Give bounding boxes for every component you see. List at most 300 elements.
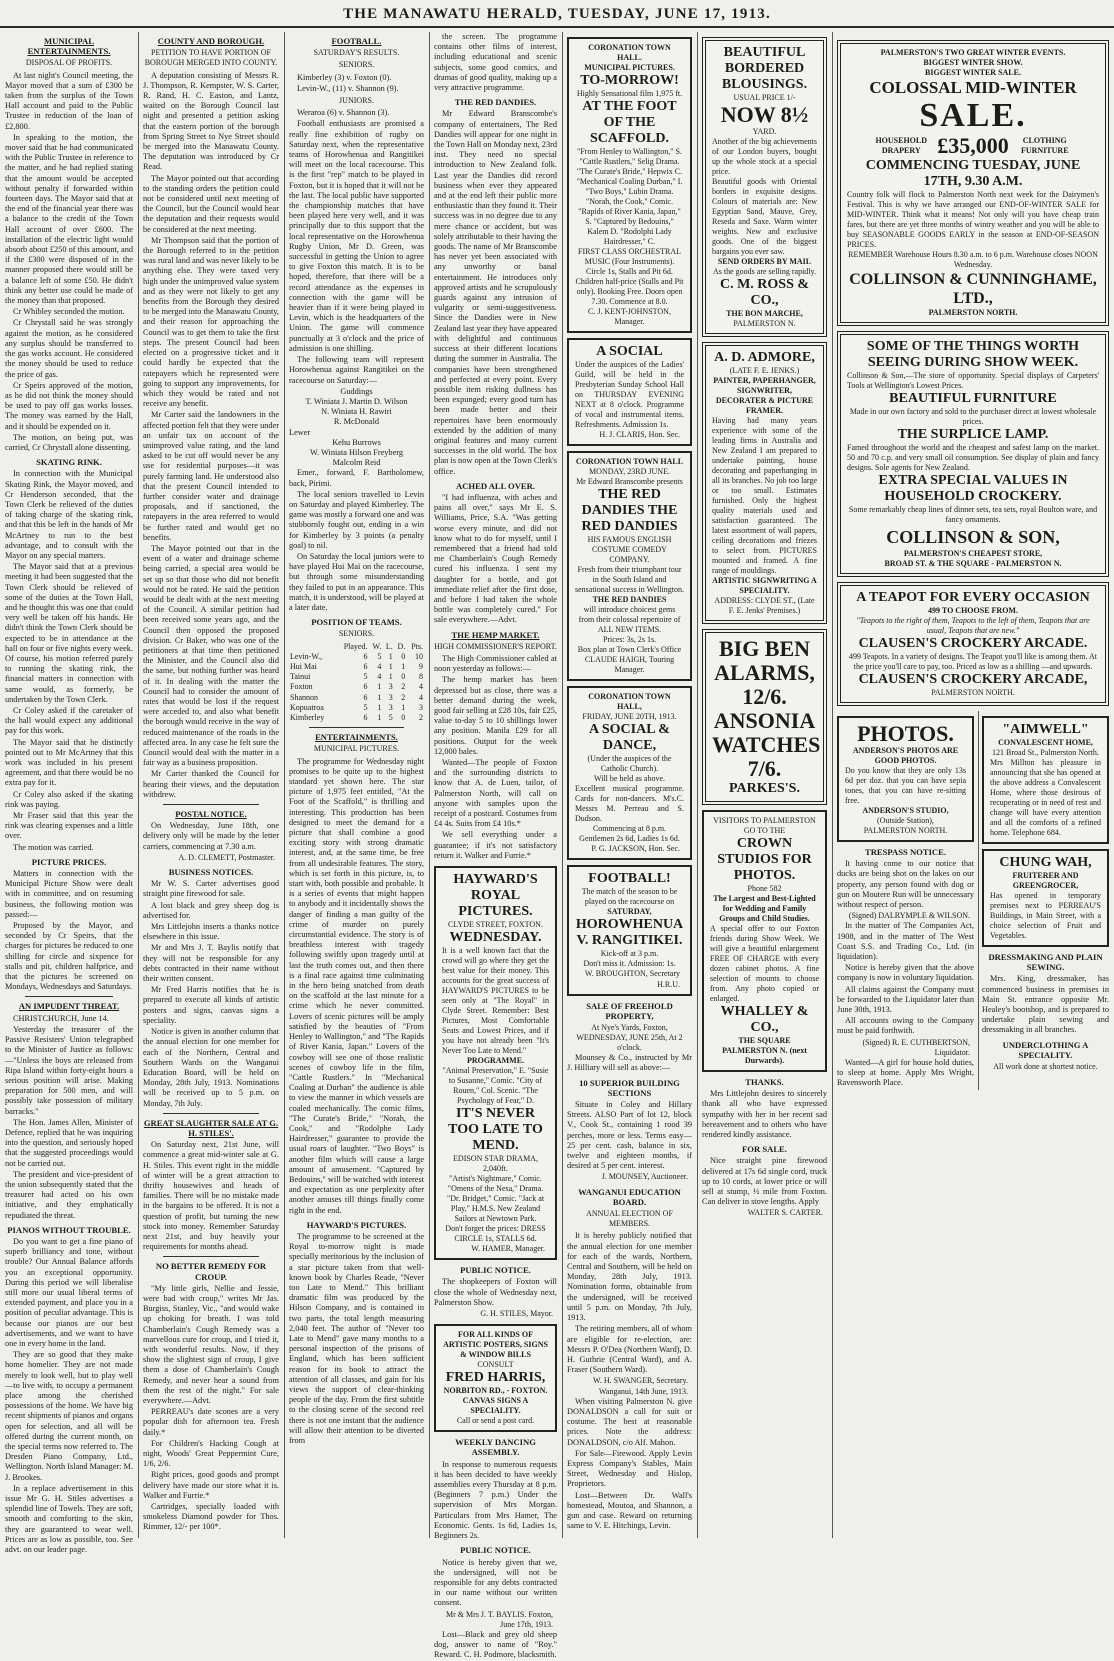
ad-line: FOR ALL KINDS OF ARTISTIC POSTERS, SIGNS & WINDOW BILLS <box>443 1330 548 1360</box>
ad-line: REMEMBER Warehouse Hours 8.30 a.m. to 6 p.m. Warehouse closes NOON Wednesday. <box>848 250 1098 269</box>
signature: Mr & Mrs J. T. BAYLIS. Foxton, June 17th, 1913. <box>446 1609 553 1629</box>
team-line: Lewer <box>289 427 311 437</box>
ad-line: Fresh from their triumphant tour in the South Island and sensational success in Wellington. <box>575 565 684 595</box>
divider <box>163 1256 259 1257</box>
column-rule <box>429 32 430 1538</box>
ad-line: FIRST CLASS ORCHESTRAL MUSIC (Four Instruments). <box>578 247 681 266</box>
table-cell: Kopuatroa <box>290 702 324 712</box>
ad-body: Mrs Millton has pleasure in announcing that she has opened at the above address a Convalescent Home, where those desirous of recuperating or in need of rest and change will have every attention and all the comforts of a refined home. Telephone 684. <box>990 758 1101 837</box>
signature: P. G. JACKSON, Hon. Sec. <box>591 844 680 854</box>
paragraph: When visiting Palmerston N. give DONALDSON a call for suit or costume. The best at reasonable prices. Note the address: DONALDSON, c/o Alf. Mahon. <box>567 1396 692 1447</box>
heading: GREAT SLAUGHTER SALE AT G. H. STILES'. <box>143 1117 279 1138</box>
paragraph: Do you want to get a fine piano of superb brilliancy and tone, without trouble? Our Annual Balance affords you an exceptional opportunity. During this period we will liberalise still more our usual liberal terms of extended payment, and place you in a position of peculiar advantage. This is because our pianos are our best advertisements, and we want to have one in every home in the land. <box>5 1236 133 1348</box>
ad-title: COLOSSAL MID-WINTER <box>869 78 1077 97</box>
result: Weraroa (6) v. Shannon (3). <box>297 108 390 118</box>
ad-prices: Circle 1s, Stalls and Pit 6d. Children half-price (Stalls and Pit only). Booking Free. Doors open 7.30. Commence at 8.0. <box>575 267 684 306</box>
table-row <box>289 703 424 713</box>
paragraph: the screen. The programme contains other films of interest, including educational and scenic subjects, some good comics, and dramas of good quality, making up a very attractive programme. <box>434 32 557 93</box>
ad-phone: Phone 582 <box>747 884 782 893</box>
ad-name: C. M. ROSS & CO., <box>719 277 810 308</box>
column-rule <box>832 32 833 1538</box>
ad-programme: "Animal Preservation," E. "Susie to Susanne," Comic. "City of Rouen," Col. Scenic. "The Psychology of Fear," D. <box>442 1066 549 1106</box>
column-6 <box>699 32 830 1538</box>
table-cell: 1 <box>401 702 406 712</box>
ad-body: It is a well known fact that the crowd will go where they get the best value for their money. This accounts for the great success of HAYWARD'S PICTURES to be seen only at "The Royal" in Clyde Street. Remember: Best Pictures, Most Comfortable Seats and Lowest Prices, and if you have not already been "It's Never Too Late to Mend." <box>442 946 549 1056</box>
ad-line: BIGGEST WINTER SHOW. <box>923 58 1023 67</box>
ad-name: CHUNG WAH, <box>999 855 1092 870</box>
signature: W. H. SWANGER, Secretary. Wanganui, 14th June, 1913. <box>593 1376 688 1396</box>
table-cell: 1 <box>388 672 393 682</box>
ad-title: PHOTOS. <box>857 721 954 746</box>
ad-line: PALMERSTON'S CHEAPEST STORE, <box>903 549 1043 558</box>
table-header: Pts. <box>411 641 423 651</box>
ad-verse: "Teapots to the right of them, Teapots to the left of them, Teapots that are usual, Teapots that are new." <box>856 616 1090 635</box>
subheading: ANNUAL ELECTION OF MEMBERS. <box>586 1209 673 1229</box>
paragraph: Mounsey & Co., instructed by Mr J. Hilliary will sell as above:— <box>567 1053 692 1073</box>
table-cell: 2 <box>419 713 423 722</box>
ad-name: WHALLEY & CO., <box>720 1004 809 1035</box>
paragraph: Mr W. S. Carter advertises good straight pine firewood for sale. <box>143 879 279 899</box>
standings-table <box>289 642 424 724</box>
bottom-right <box>978 711 1109 1090</box>
table-cell: 0 <box>401 713 406 722</box>
ad-star-sub: EDISON STAR DRAMA, 2,040ft. <box>453 1154 538 1174</box>
heading: PICTURE PRICES. <box>31 856 107 867</box>
paragraph: The shopkeepers of Foxton will close the whole of Wednesday next, Palmerston Show. <box>434 1277 557 1307</box>
social-ad <box>567 338 692 446</box>
ad-title: MUNICIPAL PICTURES. <box>584 63 675 72</box>
table-cell: 3 <box>388 692 393 702</box>
table-cell: 6 <box>363 651 368 661</box>
ad-name: A. D. ADMORE, <box>714 350 815 365</box>
ad-title: A SOCIAL & DANCE, <box>589 722 670 754</box>
heading: FOR SALE. <box>742 1144 787 1155</box>
ad-line: ANSONIA WATCHES 7/6. <box>712 708 821 781</box>
ad-line: (LATE F. E. JENKS.) <box>729 366 800 375</box>
team-line: Guddings <box>340 386 373 396</box>
paragraph: "My little girls, Nellie and Jessie, were bad with croup," writes Mr Jas. Burgiss, Stanley, Vic., "and would wake up choking for breath. I was told Chamberlain's Cough Remedy was a marvellous cure for croup, and I tried it, with wonderful results. Now, if they show the slightest sign of croup, I give them a dose of Chamberlain's Cough Remedy, and never hear a sound from them the rest of the night." For sale everywhere.—Advt. <box>143 1283 279 1405</box>
label: SENIORS. <box>338 629 375 639</box>
table-cell: 9 <box>419 661 423 671</box>
ad-body: Under the auspices of the Ladies' Guild, will be held in the Presbyterian Sunday School Hall on THURSDAY EVENING NEXT at 8 o'clock. Programme of vocal and instrumental items. Refreshments. Admission 1s. <box>575 360 684 429</box>
ad-address: 121 Broad St., Palmerston North. <box>992 748 1099 757</box>
ad-body: Some remarkably cheap lines of dinner sets, tea sets, royal Boulton ware, and fancy ornaments. <box>848 505 1098 524</box>
paragraph: Mr Carter said the landowners in the affected portion felt that they were under an unfair tax on account of the unimproved value rating, and the land asked to be cut off would never be any use for residential purposes—it was purely farming land. He understood also that the present Council intended to further consider water and drainage proposals, and if sanctioned, the ratepayers in the area referred to would be further rated and would get no benefits. <box>143 410 279 542</box>
paragraph: Notice is hereby given that the above company is now in voluntary liquidation. <box>837 963 974 983</box>
paragraph: They are so good that they make home homelier. They are not made merely to look well, but to play well—to live with, to occupy a permanent place among the cherished possessions of the home. We have big recent shipments of pianos and organs open for selection, and all will be offered during the current month, on the special terms now referred to. The Dresden Piano Company, Ltd., Wellington. North Island Manager: M. J. Brookes. <box>5 1350 133 1482</box>
ad-venue: CORONATION TOWN HALL <box>575 457 684 467</box>
signature: (Signed) R. E. CUTHBERTSON, Liquidator. <box>862 1037 970 1057</box>
ad-line: (Under the auspices of the Catholic Church). <box>587 754 672 774</box>
table-cell: Kimberley <box>290 713 325 722</box>
ad-name: COLLINSON & CUNNINGHAME, LTD., <box>849 271 1097 307</box>
ad-body: Has opened in temporary premises next to PERREAU'S Buildings, in Main Street, with a choice selection of Fruit and Vegetables. <box>990 891 1101 940</box>
paragraph: On Saturday next, 21st June, will commence a great mid-winter sale at G. H. Stiles. This event right in the middle of winter will be a great attraction to thrifty housewives and heads of families. There will be no mistake made in the bargains to be offered. It is not a question of profit, but turning the new stock into money. Remember Saturday next 21st, and buy heavily your requirements for months ahead. <box>143 1140 279 1252</box>
paragraph: Wanted—The people of Foxton and the surrounding districts to know that A. de Luen, tailor, of Palmerston North, will call on anyone with samples upon the receipt of a postcard. Costumes from £4 4s. Suits from £4 10s.* <box>434 758 557 829</box>
paragraph: The retiring members, all of whom are eligible for re-election, are: Messrs P. O'Dea (Northern Ward), D. H. Guthrie (Central Ward), and A. Fraser (Southern Ward). <box>567 1324 692 1375</box>
team-line: Kehu Burrows <box>332 437 381 447</box>
heading: PIANOS WITHOUT TROUBLE. <box>7 1224 131 1235</box>
ad-prices: Don't miss it. Admission: 1s. <box>583 959 676 969</box>
table-row <box>289 682 424 692</box>
table-cell: 0 <box>401 651 406 661</box>
crown-studios-ad <box>702 810 827 1072</box>
paragraph: The Hon. James Allen, Minister of Defence, replied that he was inquiring into the question, and seriously hoped that the suggested proceedings would not be carried out. <box>5 1117 133 1168</box>
column-rule <box>284 32 285 1538</box>
table-cell: Tainui <box>290 672 311 682</box>
heading: PUBLIC NOTICE. <box>460 1545 531 1556</box>
paragraph: The motion, on being put, was carried, Cr Chrystall alone dissenting. <box>5 432 133 452</box>
label: SENIORS. <box>338 60 375 70</box>
ad-line: The match of the season to be played on the racecourse on <box>581 887 678 907</box>
ad-body: Having had many years experience with some of the leading firms in Australia and New Zealand I am prepared to undertake painting, house decorating and paperhanging in all its branches. No job too large or too small. Estimates furnished. Only the highest quality materials used and satisfaction guaranteed. The latest assortment of wall papers, ceiling decorations and friezes to select from. PICTURES mounted and framed. A fine range of mouldings. <box>712 416 817 575</box>
table-cell: Shannon <box>290 692 318 702</box>
social-dance-ad <box>567 686 692 860</box>
table-cell: 1 <box>377 713 382 722</box>
paragraph: At last night's Council meeting, the Mayor moved that a sum of £300 be taken from the surplus of the Town Hall account and paid to the Public Trustee in reduction of the loan of £2,800. <box>5 70 133 131</box>
ad-title: FOOTBALL! <box>588 871 671 887</box>
ad-prices: Prices: 3s, 2s 1s. <box>602 635 657 645</box>
ad-address: PALMERSTON NORTH. <box>928 308 1018 317</box>
collinson-son-ad <box>837 331 1109 577</box>
paragraph: Right prices, good goods and prompt delivery have made our store what it is. Walker and Furrie.* <box>143 1470 279 1500</box>
signature: A. D. CLEMETT, Postmaster. <box>178 852 275 862</box>
ad-title: A TEAPOT FOR EVERY OCCASION <box>856 590 1090 605</box>
paragraph: Notice is given in another column that the annual election for one member for each of the Northern, Central and Southern Wards on the Wanganui Education Board, will be held on Monday, 28th July, 1913. Nominations will be received up to 5 p.m. on Monday, 7th July. <box>143 1027 279 1108</box>
admore-ad <box>702 342 827 624</box>
table-cell: Foxton <box>290 682 313 692</box>
team-line: R. McDonald <box>333 417 380 427</box>
heading: THANKS. <box>745 1077 784 1087</box>
aimwell-ad <box>982 716 1109 844</box>
table-cell: 1 <box>388 661 393 671</box>
signature: H. J. CLARIS, Hon. Sec. <box>599 430 680 439</box>
ad-line: FRUITERER AND GREENGROCER, <box>1012 871 1079 890</box>
table-cell: 5 <box>377 651 382 661</box>
paragraph: It is hereby publicly notified that the annual election for one member for each of the wards, Northern, Central and Southern, will be held on Monday, 28th July, 1913. Nomination forms, obtainable from the undersigned, will be received until 5 p.m. on Monday, 7th July, 1913. <box>567 1231 692 1323</box>
ad-line: BIG BEN ALARMS, 12/6. <box>714 636 815 709</box>
heading: MUNICIPAL ENTERTAINMENTS. <box>27 36 111 57</box>
paragraph: PERREAU's date scones are a very popular dish for afternoon tea. Fresh daily.* <box>143 1407 279 1437</box>
table-header: L. <box>385 641 393 651</box>
team-line: W. Winiata Hilson Freyberg <box>309 447 404 457</box>
dateline: CHRISTCHURCH, June 14. <box>13 1013 109 1023</box>
subheading: HIGH COMMISSIONER'S REPORT. <box>434 641 557 651</box>
ad-line: Will be held as above. <box>594 774 665 784</box>
ad-name: FRED HARRIS, <box>445 1370 546 1386</box>
paragraph: Mr Fred Harris notifies that he is prepared to execute all kinds of artistic posters and signs, canvas signs a speciality. <box>143 985 279 1025</box>
paragraph: Cr Coley also asked if the skating rink was paying. <box>5 789 133 809</box>
ad-title: THE RED DANDIES THE RED DANDIES <box>581 487 678 535</box>
table-cell: 0 <box>401 672 406 682</box>
ad-body: 499 Teapots. In a variety of designs. The Teapot you'll like is among them. At the price you'll care to pay, too. Priced as low as a shilling —and upwards. <box>848 652 1098 671</box>
heading: BUSINESS NOTICES. <box>168 867 254 878</box>
heading: PUBLIC NOTICE. <box>460 1265 531 1276</box>
table-header: W. <box>372 641 382 651</box>
chung-wah-ad <box>982 849 1109 947</box>
column-rule <box>138 32 139 1538</box>
paragraph: In response to numerous requests it has been decided to have weekly assemblies every Thursday at 8 p.m. (Beginners 7 p.m.) Under the supervision of Mrs Morgan. Particulars from Mrs Hamer, The Economic. Gents. 1s 6d, Ladies 1s, Beginners 2s. <box>434 1459 557 1541</box>
paragraph: Mrs Littlejohn inserts a thanks notice elsewhere in this issue. <box>143 922 279 942</box>
column-5 <box>564 32 695 1538</box>
heading: TRESPASS NOTICE. <box>864 847 947 857</box>
ad-body: Made in our own factory and sold to the purchaser direct at lowest wholesale prices. <box>849 407 1097 426</box>
ad-name: CLAUSEN'S CROCKERY ARCADE. <box>858 636 1088 651</box>
paragraph: Nice straight pine firewood delivered at 17s 6d single cord, truck up to 10 cords, at lower price or will sell at stump, ½ mile from Foxton. Can deliver in stove lengths. Apply <box>702 1156 827 1207</box>
ad-line: (Outside Station), <box>877 816 934 825</box>
heading: 10 SUPERIOR BUILDING SECTIONS <box>579 1077 680 1098</box>
red-dandies-ad <box>567 451 692 681</box>
paragraph: Lost—Between Dr. Wall's homestead, Moutoa, and Shannon, a gun and case. Reward on returning same to V. E. Hitchings, Levin. <box>567 1490 692 1531</box>
subheading: PETITION TO HAVE PORTION OF BOROUGH MERGED INTO COUNTY. <box>144 48 278 68</box>
table-header <box>289 642 335 652</box>
paragraph: Wanted—A girl for house hold duties, to sleep at home. Apply Mrs Wright, Ravensworth Place. <box>837 1058 974 1088</box>
ad-amount-row <box>847 134 1099 158</box>
ad-title: "AIMWELL" <box>1002 722 1089 737</box>
ad-title: BEAUTIFUL FURNITURE <box>889 391 1057 406</box>
paragraph: The Mayor said that at a previous meeting it had been suggested that the Town Clerk should be relieved of some of the duties at the Town Hall, and he thought this was one that could very well be taken off his hands. He didn't think the Town Clerk should be expected to be in attendance at the hall on four or five nights every week. Of course, his motion referred purely to running the skating rink, the financial matters in connection with same would, as formerly, be undertaken by the Town Clerk. <box>5 562 133 704</box>
ad-line: As the goods are selling rapidly. <box>712 267 816 276</box>
paragraph: The president and vice-president of the union subsequently stated that the treasurer had acted on his own initiative, and they emphatically repudiated the threat. <box>5 1169 133 1220</box>
result: Kimberley (3) v. Foxton (0). <box>297 72 392 82</box>
ad-name: CLAUSEN'S CROCKERY ARCADE, <box>858 672 1088 687</box>
subheading: DISPOSAL OF PROFITS. <box>25 58 113 68</box>
heading: WANGANUI EDUCATION BOARD. <box>578 1186 681 1207</box>
result: Levin-W., (11) v. Shannon (9). <box>297 83 399 93</box>
ad-title: BEAUTIFUL BORDERED BLOUSINGS. <box>721 45 808 92</box>
ad-programme-label: PROGRAMME. <box>466 1056 525 1066</box>
ad-star-title: AT THE FOOT OF THE SCAFFOLD. <box>582 99 677 146</box>
signature: C. J. KENT-JOHNSTON, Manager. <box>588 307 671 326</box>
divider <box>163 804 259 805</box>
heading: FOOTBALL. <box>331 36 382 46</box>
ad-title: A SOCIAL <box>596 344 663 359</box>
ad-title: THE SURPLICE LAMP. <box>897 427 1049 442</box>
signature: (Signed) DALRYMPLE & WILSON. <box>848 911 970 921</box>
ad-address: ADDRESS: CLYDE ST., (Late F. E. Jenks' Premises.) <box>714 596 815 615</box>
table-cell: 6 <box>363 713 368 722</box>
ad-line: Call or send a post card. <box>456 1416 535 1426</box>
ad-line: Box plan at Town Clerk's Office <box>577 645 682 655</box>
table-cell: 4 <box>419 682 423 692</box>
ad-address: CLYDE STREET, FOXTON. <box>448 920 543 930</box>
paragraph: Matters in connection with the Municipal Picture Show were dealt with in committee, and on resuming business, the following motion was passed:— <box>5 869 133 919</box>
ad-venue: CORONATION TOWN HALL. <box>588 43 671 62</box>
paragraph: Mr Fraser said that this year the rink was clearing expenses and a little over. <box>5 811 133 841</box>
paragraph: Cr Coley asked if the caretaker of the hall would expect any additional pay for this work. <box>5 706 133 736</box>
table-cell: 4 <box>377 672 382 682</box>
ad-line: YARD. <box>752 127 777 136</box>
ad-day: WEDNESDAY. <box>449 930 542 946</box>
ad-line: SEND ORDERS BY MAIL <box>717 257 812 266</box>
ad-line: HOUSEHOLD DRAPERY <box>875 136 928 155</box>
ad-address: BROAD ST. & THE SQUARE - PALMERSTON N. <box>884 559 1062 568</box>
divider <box>163 1113 259 1114</box>
ad-line: PAINTER, PAPERHANGER, SIGNWRITER, DECORATER & PICTURE FRAMER. <box>713 376 816 415</box>
ad-address: PALMERSTON NORTH. <box>863 826 948 835</box>
table-cell: 10 <box>415 651 423 661</box>
table-header-row <box>289 642 424 652</box>
ad-body: Country folk will flock to Palmerston North next week for the Dairymen's Festival. This is why we have arranged our END-OF-WINTER SALE for MID-WINTER. Think what it means! Not only will you have cheap train fares, but there are yet three months of wintry weather and you will be able to buy SEASONABLE GOODS EARLY in the season at END-OF-SEASON PRICES. <box>847 190 1099 249</box>
column-2 <box>140 32 282 1538</box>
bottom-left <box>837 711 974 1090</box>
paragraph: Cr Whibley seconded the motion. <box>13 307 125 317</box>
label: JUNIORS. <box>339 96 374 106</box>
heading: THE HEMP MARKET. <box>451 629 540 640</box>
paragraph: At Nye's Yards, Foxton, WEDNESDAY, JUNE 25th, At 2 o'clock. <box>576 1023 683 1053</box>
ad-programme: "Artist's Nightmare," Comic. "Omens of the Nesa," Drama. "Dr. Bridget," Comic. "Jack at Play," H.M.S. New Zealand Sailors at Newtown Park. <box>446 1174 545 1224</box>
subheading: MUNICIPAL PICTURES. <box>313 744 400 754</box>
paragraph: The following team will represent Horowhenua against Rangitikei on the racecourse on Saturday:— <box>289 355 424 385</box>
signature: CLAUDE HAIGH, Touring Manager. <box>584 655 675 675</box>
ad-body: Do you know that they are only 13s 6d per doz. that you can have sepia tones, that you can have re-sitting free. <box>845 766 966 805</box>
paragraph: We sell everything under a guarantee; if it's not satisfactory return it. Walker and Furrie.* <box>434 830 557 860</box>
ad-amount: £35,000 <box>937 133 1009 158</box>
ad-body: Excellent musical programme. Cards for non-dancers. M's.C. Messrs M. Perreau and S. Dudson. <box>575 784 684 824</box>
paragraph: For Sale—Firewood. Apply Levin Express Company's Stables, Main Street, Wednesday and Hislop, Proprietors. <box>567 1448 692 1489</box>
fred-harris-ad <box>434 1324 557 1432</box>
table-cell: 1 <box>388 651 393 661</box>
table-header: Played. <box>343 641 368 651</box>
paragraph: Cr Chrystall said he was strongly against the motion, as he considered any surplus should be transferred to the gas works account. He considered the money should be used to reduce the price of gas. <box>5 318 133 379</box>
ad-name: PARKES'S. <box>729 781 800 796</box>
paragraph: Lost—Black and grey old sheep dog, answer to name of "Roy." Reward. C. H. Podmore, blacksmith. <box>434 1629 557 1660</box>
team-line: Emer., forward, F. Bartholomew, back, Pirimi. <box>289 468 424 488</box>
ad-venue: CORONATION TOWN HALL, <box>588 692 671 712</box>
paragraph: On Saturday the local juniors were to have played Hui Mai on the racecourse, but through some misunderstanding they failed to put in an appearance. This match, it is understood, will be played at a later date. <box>289 551 424 612</box>
ad-body: Collinson & Son,—The store of opportunity. Special displays of Carpeters' Tools at Wellington's Lowest Prices. <box>847 371 1099 390</box>
ad-line: Highly Sensational film 1,975 ft. <box>576 89 683 98</box>
collinson-cunninghame-ad <box>837 40 1109 326</box>
heading: UNDERCLOTHING A SPECIALITY. <box>1002 1039 1089 1060</box>
anderson-photos-ad <box>837 716 974 842</box>
paragraph: All work done at shortest notice. <box>993 1062 1098 1072</box>
ad-match: HOROWHENUA V. RANGITIKEI. <box>575 917 684 949</box>
paragraph: Mr and Mrs J. T. Baylis notify that they will not be responsible for any debts contracted in their name without their written consent. <box>143 943 279 984</box>
ad-title: THE RED DANDIES <box>592 595 667 605</box>
table-cell: 1 <box>377 692 382 702</box>
table-row <box>289 672 424 682</box>
ad-line: VISITORS TO PALMERSTON GO TO THE <box>713 816 816 835</box>
ad-date: MONDAY, 23RD JUNE. <box>589 467 670 477</box>
ad-address: THE SQUARE PALMERSTON N. (next Durwards). <box>722 1036 807 1065</box>
table-cell: 3 <box>419 702 423 712</box>
table-cell: 1 <box>377 682 382 692</box>
team-line: N. Winiata H. Rawiri <box>321 407 392 417</box>
paragraph: The motion was carried. <box>13 842 94 852</box>
paragraph: All claims against the Company must be forwarded to the Liquidator later than June 30th, 1913. <box>837 984 974 1015</box>
masthead-title: THE MANAWATU HERALD, TUESDAY, JUNE 17, 1913. <box>343 6 771 22</box>
ad-price: NOW 8½ <box>720 102 809 127</box>
team-line: T. Winiata J. Martin D. Wilson <box>305 396 408 406</box>
paragraph: A lost black and grey sheep dog is advertised for. <box>143 900 279 920</box>
table-cell: 2 <box>401 682 406 692</box>
ad-title-big: SALE. <box>919 97 1027 134</box>
table-cell: 1 <box>377 702 382 712</box>
ad-line: The Largest and Best-Lighted for Wedding and Family Groups and Child Studies. <box>713 894 816 923</box>
team-line: Malcolm Reid <box>332 458 381 468</box>
heading: WEEKLY DANCING ASSEMBLY. <box>455 1437 536 1458</box>
ad-title: CROWN STUDIOS FOR PHOTOS. <box>717 836 812 883</box>
ad-programme: "From Henley to Wallington," S. "Cattle Rustlers," Selig Drama. "The Curate's Bride," Hepwix C. "Mechanical Coaling Durban," I. "Two Boys," Lubin Drama. "Norah, the Cook," Comic. "Rapids of River Kania, Japan," S. "Captured by Bedouins," Kalem D. "Rodolphi Lady Hairdresser," C. <box>576 147 683 246</box>
heading: SKATING RINK. <box>36 457 102 468</box>
table-cell: 5 <box>388 713 393 722</box>
divider <box>25 996 113 997</box>
table-cell: 6 <box>363 682 368 692</box>
table-cell: 4 <box>377 661 382 671</box>
paragraph: For Children's Hacking Cough at night, Woods' Great Peppermint Cure, 1/6, 2/6. <box>143 1438 279 1469</box>
municipal-pictures-ad <box>567 37 692 333</box>
ad-line: HIS FAMOUS ENGLISH COSTUME COMEDY COMPANY. <box>587 535 672 565</box>
heading: ACHED ALL OVER. <box>455 480 536 491</box>
table-cell: 6 <box>363 661 368 671</box>
signature: W. HAMER, Manager. <box>471 1244 545 1254</box>
football-ad <box>567 865 692 995</box>
ad-body: Another of the big achievements of our London buyers, bought up the whole stock at a special price. <box>712 137 817 176</box>
heading: POSTAL NOTICE. <box>175 809 247 820</box>
paragraph: Mrs. King, dressmaker, has commenced business in premises in Main St. entrance opposite Mr. Healey's bootshop, and is prepared to undertake plain sewing and dressmaking in all branches. <box>982 974 1109 1035</box>
paragraph: In connection with the Municipal Skating Rink, the Mayor moved, and Cr Henderson seconded, that the Town Clerk be relieved of the duties of taking charge of the skating rink, and that this be left in the hands of Mr McArtney to run to the best advantage, and to consult with the Mayor on any special matters. <box>5 469 133 560</box>
bottom-split <box>837 711 1109 1090</box>
ad-body: Famed throughout the world and the cheapest and safest lamp on the market. 50 and 70 c.p. and very small oil consumption. See display of plain and fancy designs. Sole agents for New Zealand. <box>847 443 1099 472</box>
column-1 <box>2 32 136 1555</box>
paragraph: The local seniors travelled to Levin on Saturday and played Kimberley. The game was mostly a forward one and was stubbornly fought out, ending in a win for Kimberley by 3 points (a penalty goal) to nil. <box>289 489 424 550</box>
column-4 <box>431 32 560 1660</box>
table-cell: 5 <box>363 702 368 712</box>
clausen-teapot-ad <box>837 582 1109 706</box>
table-row <box>289 713 424 723</box>
table-cell: 8 <box>419 672 423 682</box>
paragraph: Mr Edward Branscombe's company of entertainers, The Red Dandies will appear for one night in the Town Hall on Monday next, 23rd inst. They need no special introduction to New Zealand folk. Last year the Dandies did record business when ever they appeared and at the end left their public more enthusiastic than they found it. Their success was in no degree due to any mere chance or accident, but was solely attributable to their having the goods. The name of Mr Branscombe has never yet been associated with any unworthy or banal entertainment. He introduces only approved artists and he scrupulously guards against any intrusion of vulgarity or semi-suggestiveness. Since the Dandies were in New Zealand last year they have appeared with delightful and continuous success at their different locations during the summer in Australia. The companies have been strengthened and perfected at every point. Every possible item risking dullness has been expunged; every good turn has been made better and their repertoires have been enormously extended by the addition of many original features and many current successes in the old world. The box plan is now open at the Town Clerk's office. <box>434 109 558 476</box>
table-cell: 3 <box>388 702 393 712</box>
ad-line: BIGGEST WINTER SALE. <box>925 68 1021 77</box>
heading: ENTERTAINMENTS. <box>315 732 398 743</box>
ad-name: COLLINSON & SON, <box>886 527 1060 547</box>
subheading: SATURDAY'S RESULTS. <box>313 48 400 58</box>
paragraph: Football enthusiasts are promised a really fine exhibition of rugby on Saturday next, when the representative teams of Horowhenua and Rangitikei will meet on the local racecourse. This is the first "rep" match to be played in Foxton, but it is hoped that it will not be the last. The local public have supported the championship matches that have been played here very well, and it was principally due to this support that the local representative on the Horowhenua Rugby Union, Mr D. Green, was successful in getting the Union to agree to give Foxton this match. It is to be hoped, therefore, that there will be a record attendance as the expenses in connection with the game will be heavier than if it were being played in Levin, which is the headquarters of the Union. The game will commence punctually at 3 o'clock and the price of admission is one shilling. <box>289 119 424 353</box>
paragraph: The programme to be screened at the Royal to-morrow night is made specially meritorious by the inclusion of a star picture taken from that well-known book by Charles Reade, "Never too Late to Mend." This brilliant dramatic film was produced by the Hilson Company, and is contained in two parts, the total length measuring 2,040 feet. The author of "Never too Late to Mend" gave many months to a personal inspection of the prisons of England, which has been sufficient reason for its book to attract the attention of all classes, and gain for his views the support of clear-thinking people of the day. From the first subtitle to the closing scene of the second reel there is not one instant that the audience will allow their attention to be diverted from <box>289 1231 424 1446</box>
ad-line: Mr Edward Branscombe presents <box>576 477 683 487</box>
paragraph: Proposed by the Mayor, and seconded by Cr Speirs, that the charges for pictures be reduced to one shilling for circle and sixpence for stalls and pit, children halfprice, and that the pictures be screened on Mondays, Wednesdays and Saturdays. <box>5 921 133 992</box>
heading: HAYWARD'S PICTURES. <box>306 1219 407 1230</box>
ad-prices: Don't forget the prices: DRESS CIRCLE 1s, STALLS 6d. <box>445 1224 546 1244</box>
ad-line: CANVAS SIGNS A SPECIALITY. <box>462 1396 529 1416</box>
paragraph: In the matter of The Companies Act, 1908, and in the matter of The West Coast S.S. and Trading Co., Ltd. (in liquidation). <box>837 921 974 962</box>
ad-line: CLOTHING FURNITURE <box>1020 136 1069 155</box>
ad-name: ANDERSON'S STUDIO, <box>862 806 949 815</box>
paragraph: Cartridges, specially loaded with smokeless Diamond powder for Thos. Rimmer, 12/- per 100*. <box>143 1502 279 1532</box>
signature: WALTER S. CARTER. <box>747 1208 823 1218</box>
ad-line: USUAL PRICE 1/- <box>733 93 796 102</box>
table-cell: 6 <box>363 692 368 702</box>
ad-day: TO-MORROW! <box>580 73 679 88</box>
paragraph: It having come to our notice that ducks are being shot on the lakes on our property, any person found with dog or gun on Moutere Run will be unnecessary without respect of person. <box>837 859 974 910</box>
masthead <box>0 0 1114 28</box>
column-rule <box>697 32 698 1538</box>
divider <box>309 727 404 728</box>
heading: NO BETTER REMEDY FOR CROUP. <box>155 1261 267 1282</box>
table-header: D. <box>397 641 406 651</box>
ad-date: COMMENCING TUESDAY, JUNE 17TH, 9.30 A.M. <box>865 158 1081 189</box>
paragraph: The programme for Wednesday night promises to be quite up to the highest standard yet shown here. The star picture of 1,975 feet entitled, "At the Foot of the Scaffold," is thrilling and interesting. This production has been designed to meet the demand for a picture that shall combine a good exciting story with strong dramatic interest, and, at the same time, be free from all undesirable features. The story, which is set forth in this picture, is, to start with, both possible and probable. It is a series of events that might happen to anybody and it incidentally shows the danger of finding a man guilty of the crime of murder on purely circumstantial evidence. The story is of breathless interest with tragedy following swiftly upon tragedy until at last the truth comes out, and then there is a final race against time culminating in the hero being snatched from death on the scaffold at the last minute for a crime which he never committed. Lovers of scenic pictures will be amply satisfied by the beauties of "From Henley to Wallington," and "The Rapids of River Kania, Japan." Lovers of the cowboy will see one of those realistic scenes of cowboy life in the film, "Cattle Rustlers." In "Mechanical Coaling at Durban" the audience is able to view the manner in which vessels are coaled mechanically. The comic films, "The Curate's Bride," "Norah, the Cook," and "Rodolphe Lady Hairdresser," guarantee to provide the usual roars of laughter. "Two Boys" is another film which will cause a large amount of amusement. "Captured by Bedouins," will be watched with interest and expectation as one perplexity after another amuses till things finally come right in the end. <box>289 756 424 1215</box>
ad-title: SOME OF THE THINGS WORTH SEEING DURING SHOW WEEK. <box>866 339 1080 370</box>
paragraph: Cr Speirs approved of the motion, as he did not think the money should be used to pay off gas works losses. The money was earned by the Hall, and it should be expended on it. <box>5 380 133 431</box>
paragraph: The High Commissioner cabled at noon yesterday as follows:— <box>434 653 557 674</box>
column-7 <box>834 32 1112 1538</box>
heading: POSITION OF TEAMS. <box>311 617 402 628</box>
ad-line: THE BON MARCHE, <box>726 309 803 318</box>
paragraph: Situate in Coley and Hillary Streets. ALSO Part of lot 12, block V., Cook St., containing 1 rood 39 perches, more or less. Terms easy—25 per cent. cash, balance in six, twelve and eighteen months, if desired at 5 per cent. interest. <box>567 1100 692 1171</box>
